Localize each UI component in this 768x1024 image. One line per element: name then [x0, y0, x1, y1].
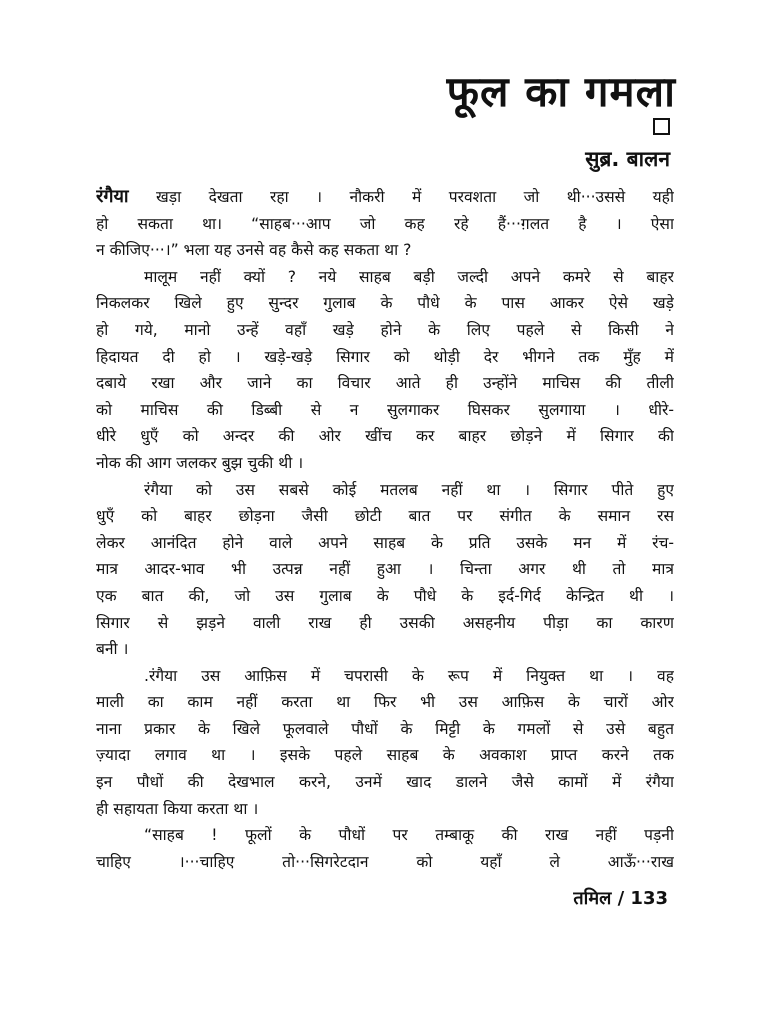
text-line: हो गये, मानो उन्हें वहाँ खड़े होने के लिए पहले से किसी ने	[96, 320, 674, 339]
text-line: लेकर आनंदित होने वाले अपने साहब के प्रति उसके मन में रंच-	[96, 533, 674, 552]
story-body	[96, 184, 674, 875]
text-line: ही सहायता किया करता था ।	[96, 799, 259, 818]
text-line: को माचिस की डिब्बी से न सुलगाकर घिसकर सुलगाया । धीरे-	[96, 400, 674, 419]
text-line: न कीजिए···।” भला यह उनसे वह कैसे कह सकता था ?	[96, 241, 412, 260]
lead-word: रंगैया	[96, 186, 129, 207]
text-line: धुएँ को बाहर छोड़ना जैसी छोटी बात पर संगीत के समान रस	[96, 507, 674, 526]
text-line: धीरे धुएँ को अन्दर की ओर खींच कर बाहर छोड़ने में सिगार की	[96, 427, 674, 446]
page-title: फूल का गमला	[446, 67, 676, 116]
text-line: रंगैया खड़ा देखता रहा । नौकरी में परवशता जो थी···उससे यही	[96, 186, 674, 207]
text-line: एक बात की, जो उस गुलाब के पौधे के इर्द-गिर्द केन्द्रित थी ।	[96, 586, 674, 605]
text-line: हिदायत दी हो । खड़े-खड़े सिगार को थोड़ी देर भीगने तक मुँह में	[96, 347, 674, 366]
text-line: माली का काम नहीं करता था फिर भी उस आफ़िस के चारों ओर	[96, 693, 674, 712]
text-line: बनी ।	[96, 640, 129, 659]
text-line: हो सकता था। “साहब···आप जो कह रहे हैं···ग़लत है । ऐसा	[96, 214, 674, 233]
text-line: .रंगैया उस आफ़िस में चपरासी के रूप में नियुक्त था । वह	[144, 666, 674, 685]
text-line: चाहिए ।···चाहिए तो···सिगरेटदान को यहाँ ले आऊँ···राख	[96, 852, 674, 871]
text-line: “साहब ! फूलों के पौधों पर तम्बाकू की राख नहीं पड़नी	[144, 826, 674, 845]
section-box-icon	[653, 118, 670, 135]
text-line: ज़्यादा लगाव था । इसके पहले साहब के अवकाश प्राप्त करने तक	[96, 746, 674, 765]
text-line: मालूम नहीं क्यों ? नये साहब बड़ी जल्दी अपने कमरे से बाहर	[144, 267, 674, 286]
text-line: इन पौधों की देखभाल करने, उनमें खाद डालने जैसे कामों में रंगैया	[96, 773, 674, 792]
text-line: निकलकर खिले हुए सुन्दर गुलाब के पौधे के पास आकर ऐसे खड़े	[96, 294, 674, 313]
text-line: नाना प्रकार के खिले फूलवाले पौधों के मिट्टी के गमलों से उसे बहुत	[96, 719, 674, 738]
text-line: मात्र आदर-भाव भी उत्पन्न नहीं हुआ । चिन्ता अगर थी तो मात्र	[96, 560, 674, 579]
author-name: सुब्र. बालन	[585, 147, 670, 171]
text-line: नोक की आग जलकर बुझ चुकी थी ।	[96, 453, 304, 472]
text-line: दबाये रखा और जाने का विचार आते ही उन्होंने माचिस की तीली	[96, 374, 674, 393]
text-line: रंगैया को उस सबसे कोई मतलब नहीं था । सिगार पीते हुए	[144, 480, 674, 499]
page-footer: तमिल / 133	[573, 888, 668, 909]
text-line: सिगार से झड़ने वाली राख ही उसकी असहनीय पीड़ा का कारण	[96, 613, 674, 632]
